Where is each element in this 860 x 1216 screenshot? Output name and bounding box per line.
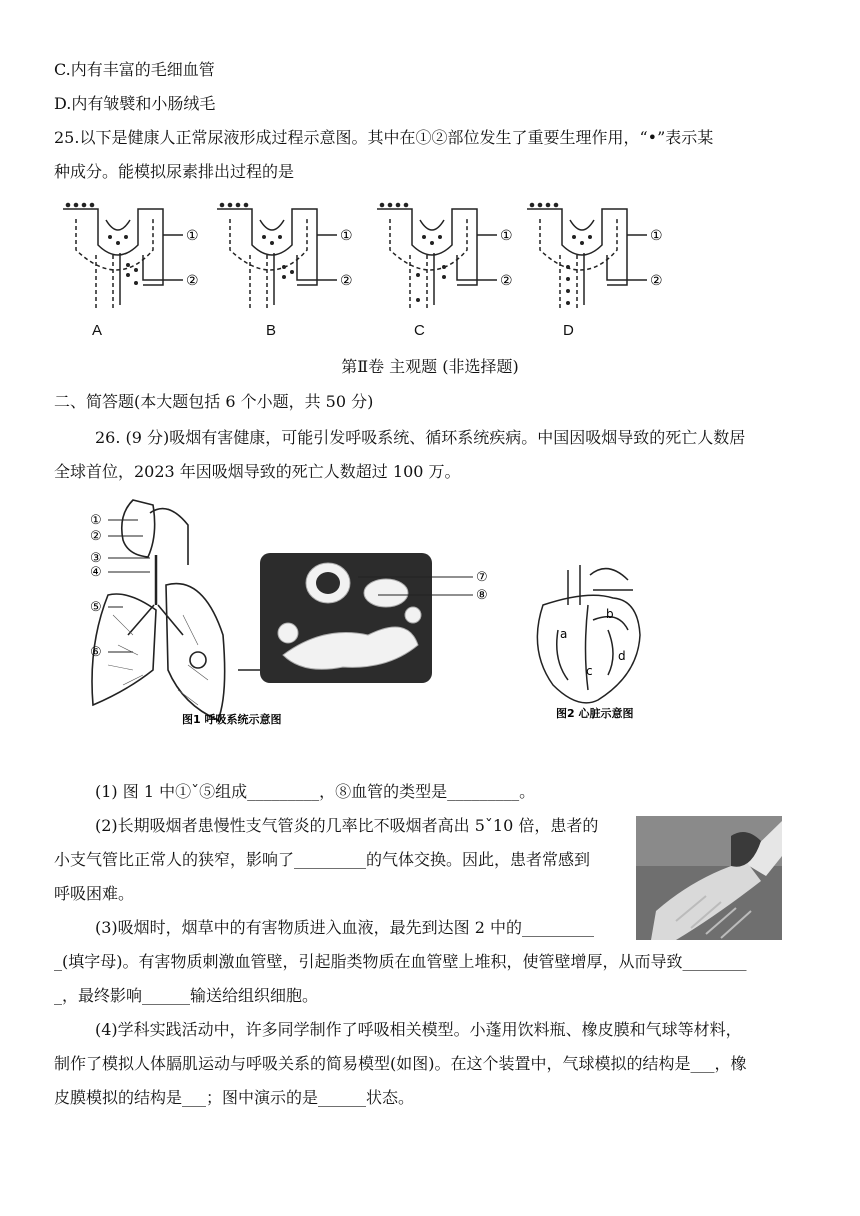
kidney-diagram-c xyxy=(372,195,522,315)
kidney-diagram-a xyxy=(58,195,208,315)
fig1-label-1: ① xyxy=(90,513,102,528)
heart-label-a: a xyxy=(560,627,568,641)
option-label-d: D xyxy=(563,322,574,339)
figure-2-caption: 图2 心脏示意图 xyxy=(556,707,634,720)
section-title: 第Ⅱ卷 主观题 (非选择题) xyxy=(341,357,519,376)
kidney-diagram-d xyxy=(522,195,672,315)
bottle-model-photo xyxy=(636,816,782,940)
label-2-a: ② xyxy=(186,273,199,289)
label-1-b: ① xyxy=(340,228,353,244)
kidney-diagram-b xyxy=(212,195,362,315)
q25-line1: 25.以下是健康人正常尿液形成过程示意图。其中在①②部位发生了重要生理作用，“•”表示某 xyxy=(54,128,714,147)
heart-label-b: b xyxy=(606,607,614,621)
fig1-label-6: ⑥ xyxy=(90,645,102,660)
label-2-b: ② xyxy=(340,273,353,289)
option-label-c: C xyxy=(414,322,425,339)
fig1-label-7: ⑦ xyxy=(476,570,488,585)
option-label-b: B xyxy=(266,322,277,339)
heart-label-d: d xyxy=(618,649,626,663)
part-2-line3: 呼吸困难。 xyxy=(54,884,135,903)
label-2-d: ② xyxy=(650,273,663,289)
figure-2-heart xyxy=(528,560,658,730)
figure-1-respiratory xyxy=(88,495,508,735)
label-2-c: ② xyxy=(500,273,513,289)
part-4-line1: (4)学科实践活动中，许多同学制作了呼吸相关模型。小蓬用饮料瓶、橡皮膜和气球等材料， xyxy=(95,1020,742,1039)
section-heading: 二、简答题(本大题包括 6 个小题，共 50 分) xyxy=(54,392,374,411)
fig1-label-3: ③ xyxy=(90,551,102,566)
part-4-line3: 皮膜模拟的结构是___；图中演示的是______状态。 xyxy=(54,1088,415,1107)
fig1-label-2: ② xyxy=(90,529,102,544)
part-2-line2: 小支气管比正常人的狭窄，影响了_________的气体交换。因此，患者常感到 xyxy=(54,850,591,869)
part-1: (1) 图 1 中①ˇ⑤组成_________，⑧血管的类型是_________。 xyxy=(95,782,536,801)
fig1-label-4: ④ xyxy=(90,565,102,580)
part-3-line2: _(填字母)。有害物质刺激血管壁，引起脂类物质在血管壁上堆积，使管壁增厚，从而导致________ xyxy=(54,952,747,971)
part-2-line1: (2)长期吸烟者患慢性支气管炎的几率比不吸烟者高出 5ˇ10 倍，患者的 xyxy=(95,816,599,835)
label-1-c: ① xyxy=(500,228,513,244)
q25-line2: 种成分。能模拟尿素排出过程的是 xyxy=(54,162,295,181)
part-3-line1: (3)吸烟时，烟草中的有害物质进入血液，最先到达图 2 中的_________ xyxy=(95,918,595,937)
label-1-a: ① xyxy=(186,228,199,244)
q26-line2: 全球首位，2023 年因吸烟导致的死亡人数超过 100 万。 xyxy=(54,462,461,481)
fig1-label-8: ⑧ xyxy=(476,588,488,603)
fig1-label-5: ⑤ xyxy=(90,600,102,615)
part-3-line3: _，最终影响______输送给组织细胞。 xyxy=(54,986,319,1005)
q26-line1: 26. (9 分)吸烟有害健康，可能引发呼吸系统、循环系统疾病。中国因吸烟导致的死亡人数居 xyxy=(95,428,746,447)
option-label-a: A xyxy=(92,322,103,339)
figure-1-caption: 图1 呼吸系统示意图 xyxy=(182,713,282,726)
heart-label-c: c xyxy=(586,664,593,678)
label-1-d: ① xyxy=(650,228,663,244)
option-c: C.内有丰富的毛细血管 xyxy=(54,60,215,79)
option-d: D.内有皱襞和小肠绒毛 xyxy=(54,94,216,113)
part-4-line2: 制作了模拟人体膈肌运动与呼吸关系的简易模型(如图)。在这个装置中，气球模拟的结构是___，橡 xyxy=(54,1054,747,1073)
